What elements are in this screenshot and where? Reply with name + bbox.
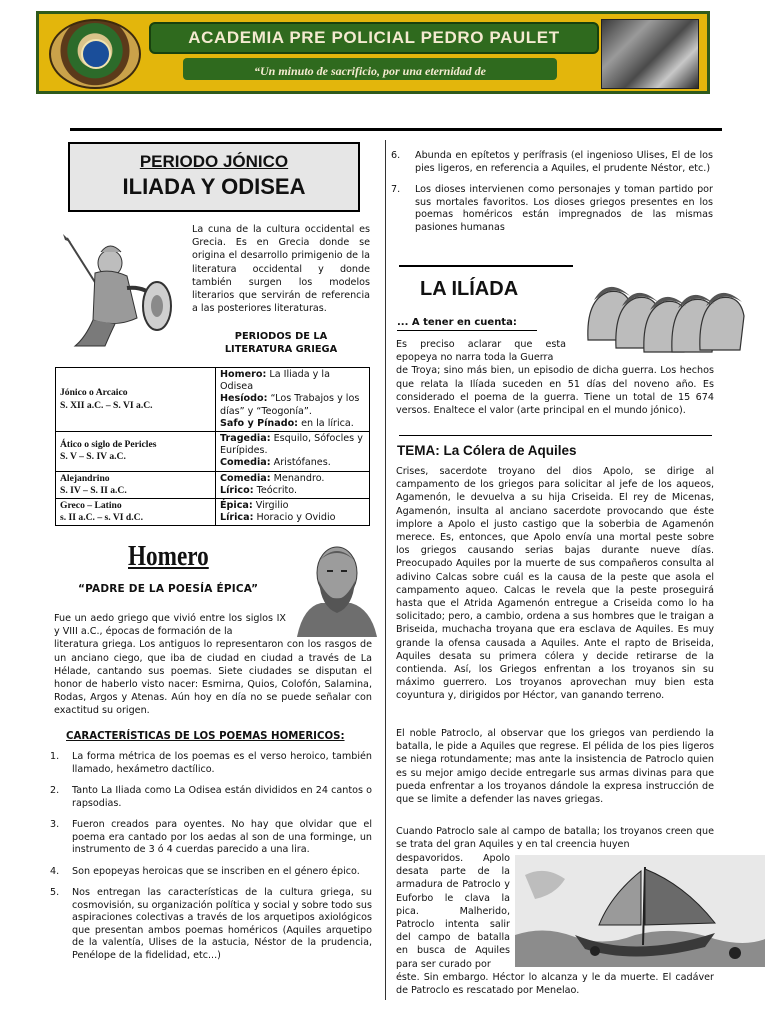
iliada-intro-part1: Es preciso aclarar que esta epopeya no narra toda la Guerra <box>396 339 566 364</box>
period-work-genre: Tragedia: <box>220 433 271 445</box>
characteristic-number: 7. <box>391 184 401 195</box>
period-work-genre: Lírica: <box>220 512 254 524</box>
period-work-authors: Teócrito. <box>253 484 297 496</box>
period-era-cell <box>56 432 216 472</box>
characteristic-number: 5. <box>50 887 60 898</box>
period-work-authors: Esquilo, Sófocles y Eurípides. <box>220 433 363 457</box>
characteristic-text: La forma métrica de los poemas es el verso heroico, también llamado, hexámetro dactílico. <box>72 751 372 775</box>
characteristics-heading: CARACTERÍSTICAS DE LOS POEMAS HOMERICOS: <box>66 731 345 742</box>
characteristic-number: 4. <box>50 865 60 877</box>
characteristic-number: 1. <box>50 751 60 762</box>
characteristic-item <box>391 184 713 234</box>
period-era-name: Jónico o Arcaico <box>60 387 128 399</box>
period-work-authors: La Iliada y la Odisea <box>220 369 330 393</box>
period-era-dates: S. XII a.C. – S. VI a.C. <box>60 399 153 411</box>
characteristic-item <box>50 785 372 810</box>
academy-motto: “Un minuto de sacrificio, por una eternidad de <box>183 58 557 80</box>
period-work-line <box>220 485 365 497</box>
period-work-line <box>220 433 365 457</box>
iliada-heading: LA ILÍADA <box>420 278 519 300</box>
homero-bio-part1: Fue un aedo griego que vivió entre los siglos IX y VIII a.C., épocas de formación de la <box>54 613 286 638</box>
period-title: PERIODO JÓNICO <box>139 152 289 171</box>
period-era-dates: S. V – S. IV a.C. <box>60 451 126 463</box>
iliada-intro-part2: de Troya; sino más bien, un episodio de dicha guerra. Los hechos que relata la Ilíada suceden en 51 días del noveno año. Es considerado el poema de la guerra. Tiene un total de 15 674 versos. Enaltece el valor (arte principal en el mundo jónico). <box>396 365 714 417</box>
period-work-line <box>220 418 365 430</box>
period-work-line <box>220 500 365 512</box>
intro-text: La cuna de la cultura occidental es Grecia. Es en Grecia donde se origina el desarrollo primigenio de la literatura occidental y donde también surgen los modelos literarios que servirán de referencia a las posteriores literaturas. <box>192 224 370 315</box>
homero-bio-part2: literatura griega. Los antiguos lo representaron con los rasgos de un anciano ciego, que iba de ciudad en ciudad a través de La Hélade, cantando sus poemas. Siete ciudades se disputan el honor de haberlo visto nacer: Esmirna, Quios, Colofón, Salamina, Rodas, Argos y Atenas. Aún hoy en día no se puede señalar con exactitud su origen. <box>54 639 372 717</box>
characteristics-list-continued <box>391 150 713 243</box>
section-rule <box>399 265 573 267</box>
characteristic-text: Nos entregan las características de la cultura griega, su cosmovisión, su organización política y social y sobre todo sus aspiraciones colectivas a través de los arquetipos axiológicos que presentan ambos poemas homéricos (Aquiles arquetipo de la valentía, Ulises de la astucia, Néstor de la prudencia, Penélope de la fidelidad, etc...) <box>72 887 372 961</box>
note-heading: ... A tener en cuenta: <box>397 317 537 331</box>
period-works-cell <box>216 432 370 472</box>
homero-heading: Homero <box>128 540 209 572</box>
period-work-genre: Épica: <box>220 500 253 512</box>
characteristic-item <box>50 866 372 879</box>
periods-row <box>56 368 370 432</box>
period-era-cell <box>56 471 216 498</box>
period-work-line <box>220 393 365 417</box>
period-works-cell <box>216 368 370 432</box>
periods-title-line2: LITERATURA GRIEGA <box>224 344 338 355</box>
period-era-cell <box>56 499 216 526</box>
period-era-dates: s. II a.C. – s. VI d.C. <box>60 512 143 524</box>
period-work-line <box>220 512 365 524</box>
homero-bio <box>54 612 372 718</box>
header-banner <box>36 11 710 94</box>
period-work-authors: en la lírica. <box>298 417 354 429</box>
characteristic-text: Son epopeyas heroicas que se inscriben en el género épico. <box>72 865 360 877</box>
characteristic-number: 6. <box>391 150 401 161</box>
characteristic-number: 3. <box>50 819 60 830</box>
period-work-authors: “Los Trabajos y los días” y “Teogonía”. <box>220 393 360 417</box>
warriors-image <box>601 19 699 89</box>
section-rule-2 <box>399 435 712 436</box>
period-work-genre: Comedia: <box>220 472 271 484</box>
poems-title: ILIADA Y ODISEA <box>122 174 306 199</box>
characteristic-item <box>50 751 372 776</box>
periods-row <box>56 432 370 472</box>
period-work-genre: Safo y Pínado: <box>220 417 299 429</box>
periods-row <box>56 499 370 526</box>
battle-paragraph-start: Cuando Patroclo sale al campo de batalla; los troyanos creen que se trata del gran Aquiles y en tal creencia huyen <box>396 826 714 851</box>
period-work-genre: Homero: <box>220 369 267 380</box>
period-work-authors: Virgilio <box>252 500 289 512</box>
period-work-line <box>220 457 365 469</box>
periods-table <box>55 367 370 526</box>
characteristic-text: Fueron creados para oyentes. No hay que olvidar que el poema era cantado por los aedas al son de una forminge, un instrumento de 3 ó 4 cuerdas parecido a una lira. <box>72 819 372 855</box>
periods-title-line1: PERIODOS DE LA <box>234 331 328 342</box>
period-works-cell <box>216 471 370 498</box>
period-work-line <box>220 473 365 485</box>
patroclo-paragraph: El noble Patroclo, al observar que los griegos van perdiendo la batalla, le pide a Aquiles que regrese. El pélida de los pies ligeros se niega rotundamente; mas ante la insistencia de Patroclo quien es su mejor amigo decide entregarle sus armas divinas para que pueda enfrentar a los troyanos dándole la expresa instrucción de que se limite a defender las naves griegas. <box>396 728 714 806</box>
characteristic-item <box>50 887 372 962</box>
academy-title: ACADEMIA PRE POLICIAL PEDRO PAULET <box>149 22 599 54</box>
characteristic-text: Abunda en epítetos y perífrasis (el ingenioso Ulises, El de los pies ligeros, en referencia a Aquiles, el prudente Néstor, etc.) <box>415 150 713 174</box>
periods-row <box>56 471 370 498</box>
characteristic-text: Los dioses intervienen como personajes y toman partido por sus mortales favoritos. Los dioses griegos presentes en los poemas homéricos están impregnados de las mismas pasiones humanas <box>415 184 713 233</box>
column-divider <box>385 140 386 1000</box>
period-work-authors: Menandro. <box>270 472 325 484</box>
characteristic-number: 2. <box>50 785 60 796</box>
period-era-name: Alejandrino <box>60 472 110 484</box>
theme-heading: TEMA: La Cólera de Aquiles <box>397 443 577 458</box>
period-era-name: Ático o siglo de Pericles <box>60 439 157 451</box>
characteristic-item <box>50 819 372 857</box>
battle-paragraph-middle: despavoridos. Apolo desata parte de la armadura de Patroclo y Euforbo le clava la pica. Malherido, Patroclo intenta salir del campo de batalla en busca de Aquiles para ser curado por <box>396 853 510 970</box>
period-era-dates: S. IV – S. II a.C. <box>60 484 127 496</box>
period-era-name: Greco – Latino <box>60 500 122 512</box>
theme-summary: Crises, sacerdote troyano del dios Apolo, se dirige al campamento de los griegos para solicitar al jefe de los aqueos, Agamenón, le devuelva a su hija Criseida. El rey de Micenas, Agamenón, insulta al anciano sacerdote provocando que éste implore a Apolo el justo castigo que la soberbia de Agamenón merece. Es, entonces, que Apolo envía una mortal peste sobre los griegos causando serias bajas durante nueve días. Preocupado Aquiles por la muerte de sus compañeros consulta al adivino Calcas sobre cuál es la causa de la peste que asola el campamento aqueo. Calcas le revela que la peste proseguirá hasta que el Atrida Agamenón entregue a Criseida como lo ha solicitado; pero, a cambio, ordena a sus hombres que le traigan a Briseida, muchacha troyana que era esclava de Aquiles. Es muy grande la ofensa causada a Aquiles. Ante el rapto de Briseida, Aquiles desata su primera cólera y decide retirarse de la contienda. Así, los Griegos enfrentan a los troyanos sin su máximo guerrero. Los troyanos aprovechan muy bien esta coyuntura y, dirigidos por Héctor, van ganando terreno. <box>396 466 714 702</box>
greek-ship-image <box>515 855 765 967</box>
crest-emblem-icon <box>81 39 111 69</box>
period-work-genre: Lírico: <box>220 484 254 496</box>
iliada-intro <box>396 338 714 417</box>
period-era-cell <box>56 368 216 432</box>
academy-crest-logo <box>49 19 141 89</box>
period-work-genre: Hesíodo: <box>220 393 268 405</box>
period-work-authors: Horacio y Ovidio <box>253 512 336 524</box>
zeus-illustration <box>45 228 175 350</box>
period-works-cell <box>216 499 370 526</box>
period-work-line <box>220 369 365 393</box>
period-work-authors: Aristófanes. <box>270 457 331 469</box>
top-rule <box>70 128 722 131</box>
homero-subtitle: “PADRE DE LA POESÍA ÉPICA” <box>78 583 259 595</box>
battle-paragraph-end: éste. Sin embargo. Héctor lo alcanza y le da muerte. El cadáver de Patroclo es rescatado por Menelao. <box>396 972 714 997</box>
period-work-genre: Comedia: <box>220 457 271 469</box>
periods-title <box>196 330 366 356</box>
characteristic-item <box>391 150 713 175</box>
characteristic-text: Tanto La Iliada como La Odisea están divididos en 24 cantos o rapsodias. <box>72 785 372 809</box>
characteristics-list <box>50 751 372 971</box>
page-title-box <box>68 142 360 212</box>
